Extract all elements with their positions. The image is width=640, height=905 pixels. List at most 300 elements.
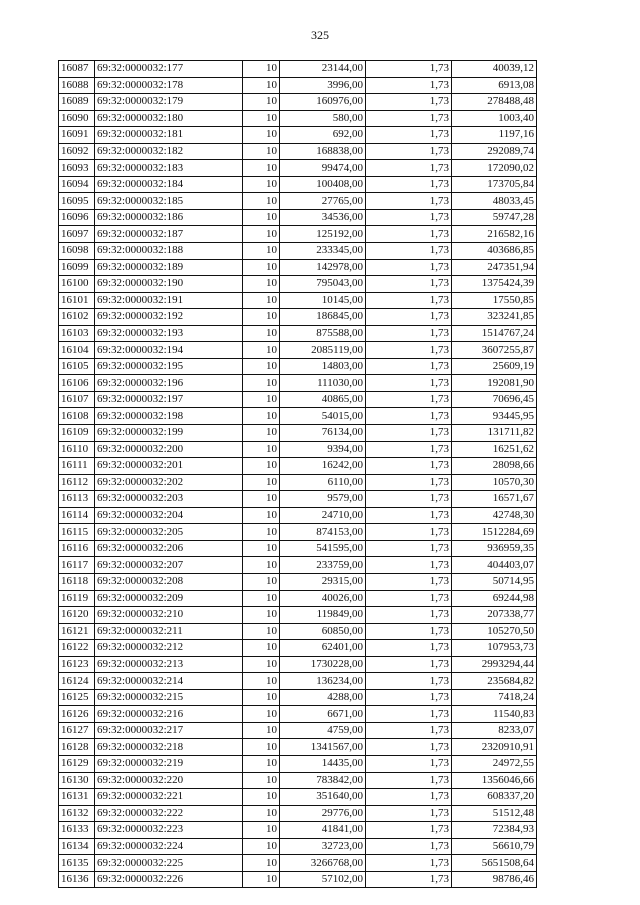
coefficient-cell: 1,73 (366, 838, 452, 855)
value-cell: 16242,00 (280, 458, 366, 475)
cadastral-number-cell: 69:32:0000032:222 (95, 805, 243, 822)
table-row (59, 822, 537, 839)
total-cell: 7418,24 (452, 689, 537, 706)
cadastral-number-cell: 69:32:0000032:195 (95, 358, 243, 375)
table-row (59, 94, 537, 111)
value-cell: 41841,00 (280, 822, 366, 839)
coefficient-cell: 1,73 (366, 458, 452, 475)
total-cell: 1514767,24 (452, 325, 537, 342)
total-cell: 1003,40 (452, 110, 537, 127)
total-cell: 72384,93 (452, 822, 537, 839)
coefficient-cell: 1,73 (366, 722, 452, 739)
value-cell: 14435,00 (280, 755, 366, 772)
table-row (59, 292, 537, 309)
rate-cell: 10 (243, 160, 280, 177)
table-row (59, 524, 537, 541)
rate-cell: 10 (243, 540, 280, 557)
total-cell: 235684,82 (452, 673, 537, 690)
value-cell: 692,00 (280, 127, 366, 144)
row-number-cell: 16126 (59, 706, 95, 723)
coefficient-cell: 1,73 (366, 243, 452, 260)
coefficient-cell: 1,73 (366, 209, 452, 226)
cadastral-number-cell: 69:32:0000032:215 (95, 689, 243, 706)
total-cell: 173705,84 (452, 176, 537, 193)
row-number-cell: 16130 (59, 772, 95, 789)
coefficient-cell: 1,73 (366, 474, 452, 491)
table-row (59, 408, 537, 425)
row-number-cell: 16134 (59, 838, 95, 855)
total-cell: 172090,02 (452, 160, 537, 177)
rate-cell: 10 (243, 425, 280, 442)
value-cell: 136234,00 (280, 673, 366, 690)
table-row (59, 61, 537, 78)
table-row (59, 375, 537, 392)
total-cell: 42748,30 (452, 507, 537, 524)
coefficient-cell: 1,73 (366, 557, 452, 574)
rate-cell: 10 (243, 342, 280, 359)
row-number-cell: 16105 (59, 358, 95, 375)
table-row (59, 789, 537, 806)
table-row (59, 243, 537, 260)
coefficient-cell: 1,73 (366, 772, 452, 789)
table-row (59, 276, 537, 293)
cadastral-number-cell: 69:32:0000032:213 (95, 656, 243, 673)
coefficient-cell: 1,73 (366, 822, 452, 839)
total-cell: 40039,12 (452, 61, 537, 78)
total-cell: 278488,48 (452, 94, 537, 111)
coefficient-cell: 1,73 (366, 94, 452, 111)
row-number-cell: 16129 (59, 755, 95, 772)
coefficient-cell: 1,73 (366, 706, 452, 723)
table-row (59, 193, 537, 210)
rate-cell: 10 (243, 292, 280, 309)
rate-cell: 10 (243, 623, 280, 640)
total-cell: 56610,79 (452, 838, 537, 855)
row-number-cell: 16111 (59, 458, 95, 475)
cadastral-number-cell: 69:32:0000032:199 (95, 425, 243, 442)
rate-cell: 10 (243, 772, 280, 789)
rate-cell: 10 (243, 243, 280, 260)
coefficient-cell: 1,73 (366, 673, 452, 690)
row-number-cell: 16108 (59, 408, 95, 425)
row-number-cell: 16087 (59, 61, 95, 78)
rate-cell: 10 (243, 871, 280, 888)
rate-cell: 10 (243, 855, 280, 872)
row-number-cell: 16102 (59, 309, 95, 326)
total-cell: 69244,98 (452, 590, 537, 607)
total-cell: 105270,50 (452, 623, 537, 640)
cadastral-number-cell: 69:32:0000032:200 (95, 441, 243, 458)
value-cell: 40865,00 (280, 391, 366, 408)
total-cell: 48033,45 (452, 193, 537, 210)
cadastral-number-cell: 69:32:0000032:217 (95, 722, 243, 739)
table-row (59, 491, 537, 508)
total-cell: 2993294,44 (452, 656, 537, 673)
row-number-cell: 16109 (59, 425, 95, 442)
coefficient-cell: 1,73 (366, 358, 452, 375)
value-cell: 233345,00 (280, 243, 366, 260)
row-number-cell: 16093 (59, 160, 95, 177)
value-cell: 100408,00 (280, 176, 366, 193)
total-cell: 28098,66 (452, 458, 537, 475)
row-number-cell: 16101 (59, 292, 95, 309)
rate-cell: 10 (243, 755, 280, 772)
rate-cell: 10 (243, 573, 280, 590)
cadastral-number-cell: 69:32:0000032:182 (95, 143, 243, 160)
table-row (59, 590, 537, 607)
table-row (59, 342, 537, 359)
row-number-cell: 16116 (59, 540, 95, 557)
value-cell: 119849,00 (280, 607, 366, 624)
coefficient-cell: 1,73 (366, 342, 452, 359)
value-cell: 783842,00 (280, 772, 366, 789)
value-cell: 1730228,00 (280, 656, 366, 673)
value-cell: 27765,00 (280, 193, 366, 210)
cadastral-number-cell: 69:32:0000032:218 (95, 739, 243, 756)
value-cell: 40026,00 (280, 590, 366, 607)
total-cell: 6913,08 (452, 77, 537, 94)
total-cell: 25609,19 (452, 358, 537, 375)
cadastral-number-cell: 69:32:0000032:186 (95, 209, 243, 226)
table-body (59, 61, 537, 888)
table-row (59, 871, 537, 888)
table-row (59, 143, 537, 160)
row-number-cell: 16120 (59, 607, 95, 624)
row-number-cell: 16092 (59, 143, 95, 160)
cadastral-number-cell: 69:32:0000032:197 (95, 391, 243, 408)
rate-cell: 10 (243, 474, 280, 491)
rate-cell: 10 (243, 838, 280, 855)
row-number-cell: 16089 (59, 94, 95, 111)
cadastral-number-cell: 69:32:0000032:177 (95, 61, 243, 78)
coefficient-cell: 1,73 (366, 623, 452, 640)
value-cell: 875588,00 (280, 325, 366, 342)
cadastral-number-cell: 69:32:0000032:211 (95, 623, 243, 640)
total-cell: 192081,90 (452, 375, 537, 392)
coefficient-cell: 1,73 (366, 276, 452, 293)
coefficient-cell: 1,73 (366, 325, 452, 342)
value-cell: 32723,00 (280, 838, 366, 855)
cadastral-number-cell: 69:32:0000032:185 (95, 193, 243, 210)
rate-cell: 10 (243, 143, 280, 160)
total-cell: 323241,85 (452, 309, 537, 326)
rate-cell: 10 (243, 706, 280, 723)
coefficient-cell: 1,73 (366, 689, 452, 706)
coefficient-cell: 1,73 (366, 507, 452, 524)
rate-cell: 10 (243, 309, 280, 326)
value-cell: 6110,00 (280, 474, 366, 491)
value-cell: 14803,00 (280, 358, 366, 375)
value-cell: 9579,00 (280, 491, 366, 508)
value-cell: 795043,00 (280, 276, 366, 293)
cadastral-number-cell: 69:32:0000032:206 (95, 540, 243, 557)
total-cell: 10570,30 (452, 474, 537, 491)
value-cell: 76134,00 (280, 425, 366, 442)
table-row (59, 557, 537, 574)
rate-cell: 10 (243, 789, 280, 806)
value-cell: 874153,00 (280, 524, 366, 541)
row-number-cell: 16106 (59, 375, 95, 392)
value-cell: 99474,00 (280, 160, 366, 177)
row-number-cell: 16131 (59, 789, 95, 806)
total-cell: 216582,16 (452, 226, 537, 243)
total-cell: 24972,55 (452, 755, 537, 772)
row-number-cell: 16125 (59, 689, 95, 706)
table-row (59, 441, 537, 458)
value-cell: 3996,00 (280, 77, 366, 94)
total-cell: 936959,35 (452, 540, 537, 557)
total-cell: 1512284,69 (452, 524, 537, 541)
coefficient-cell: 1,73 (366, 292, 452, 309)
value-cell: 4759,00 (280, 722, 366, 739)
row-number-cell: 16132 (59, 805, 95, 822)
rate-cell: 10 (243, 209, 280, 226)
total-cell: 1356046,66 (452, 772, 537, 789)
rate-cell: 10 (243, 110, 280, 127)
rate-cell: 10 (243, 408, 280, 425)
rate-cell: 10 (243, 226, 280, 243)
value-cell: 168838,00 (280, 143, 366, 160)
rate-cell: 10 (243, 358, 280, 375)
table-row (59, 805, 537, 822)
rate-cell: 10 (243, 739, 280, 756)
cadastral-number-cell: 69:32:0000032:220 (95, 772, 243, 789)
total-cell: 1197,16 (452, 127, 537, 144)
total-cell: 2320910,91 (452, 739, 537, 756)
table-row (59, 358, 537, 375)
rate-cell: 10 (243, 656, 280, 673)
cadastral-number-cell: 69:32:0000032:204 (95, 507, 243, 524)
cadastral-number-cell: 69:32:0000032:201 (95, 458, 243, 475)
coefficient-cell: 1,73 (366, 855, 452, 872)
row-number-cell: 16090 (59, 110, 95, 127)
rate-cell: 10 (243, 127, 280, 144)
table-row (59, 226, 537, 243)
rate-cell: 10 (243, 193, 280, 210)
cadastral-number-cell: 69:32:0000032:202 (95, 474, 243, 491)
cadastral-number-cell: 69:32:0000032:208 (95, 573, 243, 590)
total-cell: 98786,46 (452, 871, 537, 888)
table-row (59, 209, 537, 226)
coefficient-cell: 1,73 (366, 805, 452, 822)
table-row (59, 176, 537, 193)
row-number-cell: 16091 (59, 127, 95, 144)
value-cell: 29776,00 (280, 805, 366, 822)
table-row (59, 689, 537, 706)
cadastral-number-cell: 69:32:0000032:219 (95, 755, 243, 772)
row-number-cell: 16112 (59, 474, 95, 491)
coefficient-cell: 1,73 (366, 755, 452, 772)
total-cell: 3607255,87 (452, 342, 537, 359)
table-row (59, 623, 537, 640)
coefficient-cell: 1,73 (366, 226, 452, 243)
table-row (59, 325, 537, 342)
rate-cell: 10 (243, 441, 280, 458)
value-cell: 186845,00 (280, 309, 366, 326)
rate-cell: 10 (243, 524, 280, 541)
rate-cell: 10 (243, 259, 280, 276)
row-number-cell: 16107 (59, 391, 95, 408)
table-row (59, 425, 537, 442)
table-row (59, 838, 537, 855)
row-number-cell: 16100 (59, 276, 95, 293)
table-row (59, 673, 537, 690)
coefficient-cell: 1,73 (366, 143, 452, 160)
total-cell: 403686,85 (452, 243, 537, 260)
coefficient-cell: 1,73 (366, 375, 452, 392)
total-cell: 608337,20 (452, 789, 537, 806)
total-cell: 292089,74 (452, 143, 537, 160)
coefficient-cell: 1,73 (366, 259, 452, 276)
table-row (59, 127, 537, 144)
total-cell: 5651508,64 (452, 855, 537, 872)
total-cell: 51512,48 (452, 805, 537, 822)
value-cell: 60850,00 (280, 623, 366, 640)
cadastral-number-cell: 69:32:0000032:180 (95, 110, 243, 127)
coefficient-cell: 1,73 (366, 127, 452, 144)
cadastral-number-cell: 69:32:0000032:181 (95, 127, 243, 144)
rate-cell: 10 (243, 689, 280, 706)
cadastral-number-cell: 69:32:0000032:210 (95, 607, 243, 624)
page-number: 325 (311, 28, 329, 42)
rate-cell: 10 (243, 590, 280, 607)
row-number-cell: 16103 (59, 325, 95, 342)
row-number-cell: 16113 (59, 491, 95, 508)
coefficient-cell: 1,73 (366, 176, 452, 193)
row-number-cell: 16118 (59, 573, 95, 590)
rate-cell: 10 (243, 176, 280, 193)
data-table (58, 60, 537, 888)
rate-cell: 10 (243, 722, 280, 739)
coefficient-cell: 1,73 (366, 871, 452, 888)
cadastral-number-cell: 69:32:0000032:203 (95, 491, 243, 508)
row-number-cell: 16121 (59, 623, 95, 640)
row-number-cell: 16136 (59, 871, 95, 888)
cadastral-number-cell: 69:32:0000032:225 (95, 855, 243, 872)
cadastral-number-cell: 69:32:0000032:189 (95, 259, 243, 276)
table-row (59, 507, 537, 524)
coefficient-cell: 1,73 (366, 441, 452, 458)
table-row (59, 458, 537, 475)
row-number-cell: 16094 (59, 176, 95, 193)
total-cell: 404403,07 (452, 557, 537, 574)
coefficient-cell: 1,73 (366, 739, 452, 756)
table-row (59, 722, 537, 739)
rate-cell: 10 (243, 507, 280, 524)
table-row (59, 656, 537, 673)
rate-cell: 10 (243, 391, 280, 408)
row-number-cell: 16115 (59, 524, 95, 541)
table-row (59, 160, 537, 177)
cadastral-number-cell: 69:32:0000032:196 (95, 375, 243, 392)
total-cell: 247351,94 (452, 259, 537, 276)
total-cell: 59747,28 (452, 209, 537, 226)
cadastral-number-cell: 69:32:0000032:207 (95, 557, 243, 574)
total-cell: 107953,73 (452, 640, 537, 657)
value-cell: 34536,00 (280, 209, 366, 226)
row-number-cell: 16098 (59, 243, 95, 260)
cadastral-number-cell: 69:32:0000032:178 (95, 77, 243, 94)
rate-cell: 10 (243, 276, 280, 293)
value-cell: 57102,00 (280, 871, 366, 888)
table-row (59, 391, 537, 408)
cadastral-number-cell: 69:32:0000032:216 (95, 706, 243, 723)
table-row (59, 855, 537, 872)
value-cell: 4288,00 (280, 689, 366, 706)
row-number-cell: 16114 (59, 507, 95, 524)
row-number-cell: 16119 (59, 590, 95, 607)
total-cell: 131711,82 (452, 425, 537, 442)
cadastral-number-cell: 69:32:0000032:194 (95, 342, 243, 359)
rate-cell: 10 (243, 94, 280, 111)
cadastral-number-cell: 69:32:0000032:221 (95, 789, 243, 806)
coefficient-cell: 1,73 (366, 540, 452, 557)
table-row (59, 573, 537, 590)
rate-cell: 10 (243, 491, 280, 508)
cadastral-number-cell: 69:32:0000032:193 (95, 325, 243, 342)
coefficient-cell: 1,73 (366, 789, 452, 806)
row-number-cell: 16096 (59, 209, 95, 226)
coefficient-cell: 1,73 (366, 425, 452, 442)
coefficient-cell: 1,73 (366, 573, 452, 590)
value-cell: 2085119,00 (280, 342, 366, 359)
coefficient-cell: 1,73 (366, 408, 452, 425)
table-row (59, 309, 537, 326)
row-number-cell: 16097 (59, 226, 95, 243)
coefficient-cell: 1,73 (366, 607, 452, 624)
table-row (59, 77, 537, 94)
total-cell: 93445,95 (452, 408, 537, 425)
coefficient-cell: 1,73 (366, 491, 452, 508)
cadastral-number-cell: 69:32:0000032:198 (95, 408, 243, 425)
value-cell: 233759,00 (280, 557, 366, 574)
coefficient-cell: 1,73 (366, 77, 452, 94)
coefficient-cell: 1,73 (366, 309, 452, 326)
rate-cell: 10 (243, 673, 280, 690)
table-row (59, 640, 537, 657)
value-cell: 1341567,00 (280, 739, 366, 756)
table-row (59, 540, 537, 557)
total-cell: 70696,45 (452, 391, 537, 408)
value-cell: 54015,00 (280, 408, 366, 425)
value-cell: 6671,00 (280, 706, 366, 723)
cadastral-number-cell: 69:32:0000032:188 (95, 243, 243, 260)
row-number-cell: 16095 (59, 193, 95, 210)
value-cell: 29315,00 (280, 573, 366, 590)
table-row (59, 706, 537, 723)
value-cell: 10145,00 (280, 292, 366, 309)
value-cell: 160976,00 (280, 94, 366, 111)
cadastral-number-cell: 69:32:0000032:205 (95, 524, 243, 541)
value-cell: 111030,00 (280, 375, 366, 392)
value-cell: 24710,00 (280, 507, 366, 524)
value-cell: 125192,00 (280, 226, 366, 243)
cadastral-number-cell: 69:32:0000032:187 (95, 226, 243, 243)
coefficient-cell: 1,73 (366, 110, 452, 127)
table-row (59, 739, 537, 756)
rate-cell: 10 (243, 557, 280, 574)
cadastral-number-cell: 69:32:0000032:190 (95, 276, 243, 293)
total-cell: 16571,67 (452, 491, 537, 508)
row-number-cell: 16110 (59, 441, 95, 458)
coefficient-cell: 1,73 (366, 193, 452, 210)
row-number-cell: 16133 (59, 822, 95, 839)
rate-cell: 10 (243, 61, 280, 78)
rate-cell: 10 (243, 607, 280, 624)
total-cell: 16251,62 (452, 441, 537, 458)
coefficient-cell: 1,73 (366, 61, 452, 78)
value-cell: 62401,00 (280, 640, 366, 657)
